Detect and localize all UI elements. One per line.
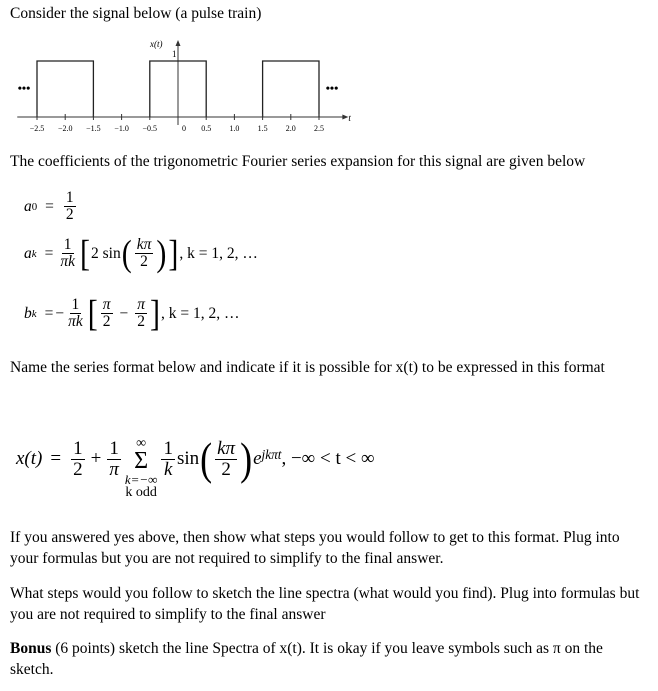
a0-fraction <box>64 190 76 224</box>
exp-base: e <box>253 448 262 470</box>
pulse <box>263 61 319 117</box>
sum-condition: k odd <box>125 484 157 500</box>
ak-arg <box>135 237 154 271</box>
series-equation: x(t) = $\frac{1}{2}$ + $\frac{1}{\pi}$ ∞ Σ k=−∞ k odd $\frac{1}{k}$ sin ( $\frac{k\pi}{2}$ ) e $^{jk\pi t}$ , −∞ < t < ∞ <box>16 434 375 500</box>
right-continuation-dots: ••• <box>325 81 339 95</box>
pi-num: 1 <box>109 437 119 459</box>
bk-num: 1 <box>71 296 80 313</box>
pulse-train-plot <box>0 30 360 140</box>
k-num: 1 <box>163 437 173 459</box>
bk-term1 <box>101 297 113 331</box>
ak-arg-den: 2 <box>140 253 148 271</box>
bk-term2 <box>135 297 147 331</box>
sum-symbol: Σ <box>134 448 149 474</box>
ak-subscript: k <box>31 247 37 260</box>
k-den: k <box>163 458 173 480</box>
question-1: Name the series format below and indicate if it is possible for x(t) to be expressed in this format <box>10 359 605 376</box>
x-tick-label: 1.0 <box>229 124 240 133</box>
x-tick-label: −2.0 <box>57 124 73 133</box>
series-lhs: x(t) <box>16 448 43 470</box>
ak-range: , k = 1, 2, … <box>179 244 258 262</box>
x-tick-label: −2.5 <box>29 124 45 133</box>
equation-bk: b k = − $\frac{1}{\pi k}$ [ $\frac{\pi}{2}$ − $\frac{\pi}{2}$ ] , k = 1, 2, … <box>24 292 240 334</box>
plus-sign: + <box>90 448 102 470</box>
ak-arg-num: kπ <box>136 236 152 253</box>
bonus-label: Bonus <box>10 640 52 657</box>
intro-text: Consider the signal below (a pulse train) <box>10 5 262 22</box>
coefficients-intro: The coefficients of the trigonometric Fourier series expansion for this signal are given below <box>10 153 586 170</box>
bk-t2-num: π <box>137 296 146 313</box>
sum-top: ∞ <box>136 436 147 451</box>
series-range: , −∞ < t < ∞ <box>281 448 375 470</box>
series-half <box>71 439 85 480</box>
x-tick-label: 0.5 <box>201 124 212 133</box>
question-2: If you answered yes above, then show what steps you would follow to get to this format. Plug into your formulas but you are not required to simplify to the final answer. <box>10 529 620 567</box>
series-k <box>161 439 175 480</box>
bk-subscript: k <box>31 307 37 320</box>
ak-inner: 2 sin <box>90 244 121 262</box>
y-axis-label: x(t) <box>150 39 163 49</box>
bk-range: , k = 1, 2, … <box>161 304 240 322</box>
bonus-text: (6 points) sketch the line Spectra of x(t). It is okay if you leave symbols such as π on the sketch. <box>10 640 603 678</box>
bk-t1-den: 2 <box>102 313 111 331</box>
x-tick-label: −0.5 <box>142 124 158 133</box>
sum-bottom: k=−∞ <box>124 471 158 487</box>
bk-fraction <box>66 297 85 331</box>
x-axis-label: t <box>348 113 351 123</box>
bk-symbol: b <box>24 304 32 322</box>
x-tick-label: −1.0 <box>114 124 129 133</box>
left-continuation-dots: ••• <box>17 81 31 95</box>
bk-minus: − <box>119 304 129 322</box>
exponent: jkπt <box>261 447 282 463</box>
a0-num: 1 <box>65 189 74 206</box>
half-num: 1 <box>73 437 83 459</box>
ak-symbol: a <box>24 244 32 262</box>
equation-ak: a k = $\frac{1}{\pi k}$ [ 2 sin ( $\frac{k\pi}{2}$ ) ] , k = 1, 2, … <box>24 232 258 274</box>
ak-den: πk <box>60 253 75 271</box>
bk-den: πk <box>68 313 83 331</box>
pulse <box>37 61 93 117</box>
half-den: 2 <box>73 458 83 480</box>
bk-sign: − <box>55 304 65 322</box>
y-axis-arrow <box>176 40 181 46</box>
arg-num: kπ <box>217 437 236 459</box>
x-tick-label: 1.5 <box>257 124 268 133</box>
x-tick-label: 0 <box>182 124 186 133</box>
x-tick-label: −1.5 <box>86 124 101 133</box>
bonus-question <box>10 639 640 680</box>
equation-a0: a 0 = $\frac{1}{2}$ <box>24 189 74 224</box>
arg-den: 2 <box>221 458 231 480</box>
ak-fraction <box>58 237 77 271</box>
question-3: What steps would you follow to sketch the line spectra (what would you find). Plug into formulas but you are not required to simplify to the final answer <box>10 585 640 623</box>
series-arg <box>215 439 237 480</box>
bk-t1-num: π <box>102 296 111 313</box>
x-tick-label: 2.0 <box>285 124 296 133</box>
bk-t2-den: 2 <box>137 313 145 331</box>
a0-den: 2 <box>65 206 74 224</box>
sin-label: sin <box>176 448 200 470</box>
x-tick-label: 2.5 <box>314 124 324 133</box>
a0-symbol: a <box>24 197 32 215</box>
pi-den: π <box>109 458 119 480</box>
y-tick-label: 1 <box>172 49 177 59</box>
summation <box>125 437 158 500</box>
a0-subscript: 0 <box>31 200 38 213</box>
series-pi <box>107 439 121 480</box>
ak-num: 1 <box>63 236 72 253</box>
